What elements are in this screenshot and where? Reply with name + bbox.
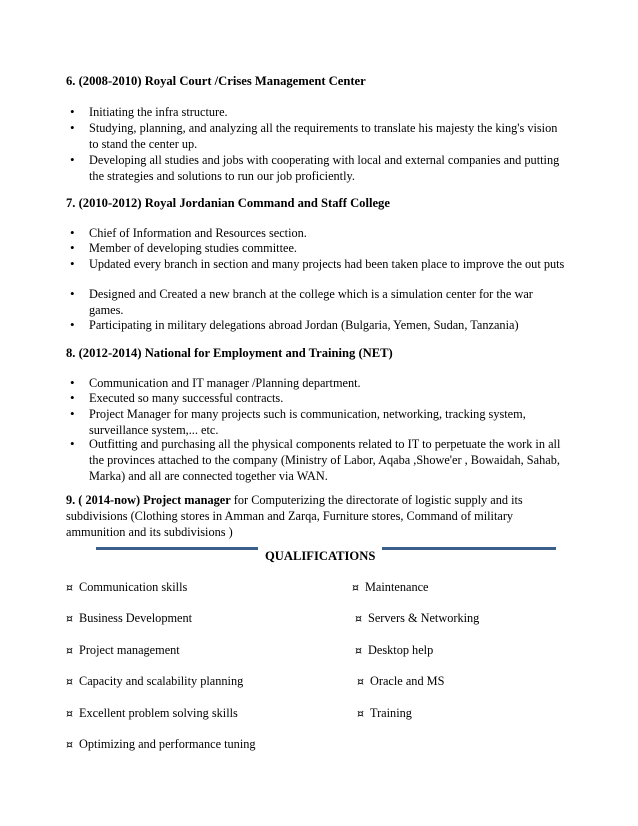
currency-sign-icon: ¤ [66, 675, 73, 688]
qualification-item: ¤ Excellent problem solving skills [66, 706, 238, 720]
qualifications-right-rule [382, 547, 556, 550]
section-9-lead: 9. ( 2014-now) Project manager [66, 493, 231, 507]
section-7-bullet-2: • Member of developing studies committee. [89, 240, 569, 256]
section-7-heading: 7. (2010-2012) Royal Jordanian Command and Staff College [66, 196, 390, 210]
section-9-text: for Computerizing the directorate of logistic supply and its subdivisions (Clothing stores in Amman and Zarqa, Furniture stores, Command of military ammunition and its subdivisions ) [66, 493, 523, 539]
currency-sign-icon: ¤ [357, 707, 364, 720]
section-6-bullet-3: • Developing all studies and jobs with cooperating with local and external companies and putting the strategies and solutions to run our job proficiently. [89, 152, 569, 184]
qualifications-left-rule [96, 547, 258, 550]
qualifications-title: QUALIFICATIONS [265, 549, 376, 563]
section-6-bullet-1: • Initiating the infra structure. [89, 104, 569, 120]
qualification-item: ¤ Oracle and MS [357, 674, 445, 688]
section-7-bullet-4: • Designed and Created a new branch at the college which is a simulation center for the war games. [89, 286, 569, 318]
qualification-item: ¤ Business Development [66, 611, 193, 625]
qualification-item: ¤ Desktop help [355, 643, 434, 657]
qualification-item: ¤ Training [357, 706, 412, 720]
qualification-item: ¤ Project management [66, 643, 180, 657]
section-8-heading: 8. (2012-2014) National for Employment and Training (NET) [66, 346, 393, 360]
currency-sign-icon: ¤ [352, 581, 359, 594]
qualification-item: ¤ Maintenance [352, 580, 429, 594]
section-9-paragraph [66, 492, 566, 540]
section-8-bullet-4: • Outfitting and purchasing all the physical components related to IT to perpetuate the work in all the provinces attached to the company (Ministry of Labor, Aqaba ,Showe'er , Bowaidah, Sahab, Marka) and all are connected together via WAN. [89, 436, 569, 484]
section-7-bullet-5: • Participating in military delegations abroad Jordan (Bulgaria, Yemen, Sudan, Tanzania) [89, 317, 569, 333]
currency-sign-icon: ¤ [355, 644, 362, 657]
qualification-item: ¤ Servers & Networking [355, 611, 480, 625]
section-8-bullet-1: • Communication and IT manager /Planning department. [89, 375, 569, 391]
currency-sign-icon: ¤ [66, 644, 73, 657]
currency-sign-icon: ¤ [66, 707, 73, 720]
currency-sign-icon: ¤ [355, 612, 362, 625]
qualification-item: ¤ Communication skills [66, 580, 188, 594]
section-6-heading: 6. (2008-2010) Royal Court /Crises Management Center [66, 74, 366, 88]
section-8-bullet-3: • Project Manager for many projects such is communication, networking, tracking system, surveillance system,... etc. [89, 406, 569, 438]
currency-sign-icon: ¤ [66, 612, 73, 625]
section-7-bullet-3: • Updated every branch in section and many projects had been taken place to improve the out puts [89, 256, 569, 272]
qualification-item: ¤ Capacity and scalability planning [66, 674, 244, 688]
currency-sign-icon: ¤ [66, 581, 73, 594]
currency-sign-icon: ¤ [66, 738, 73, 751]
qualification-item: ¤ Optimizing and performance tuning [66, 737, 256, 751]
section-7-bullet-1: • Chief of Information and Resources section. [89, 225, 569, 241]
section-6-bullet-2: • Studying, planning, and analyzing all the requirements to translate his majesty the king's vision to stand the center up. [89, 120, 569, 152]
currency-sign-icon: ¤ [357, 675, 364, 688]
section-8-bullet-2: • Executed so many successful contracts. [89, 390, 569, 406]
